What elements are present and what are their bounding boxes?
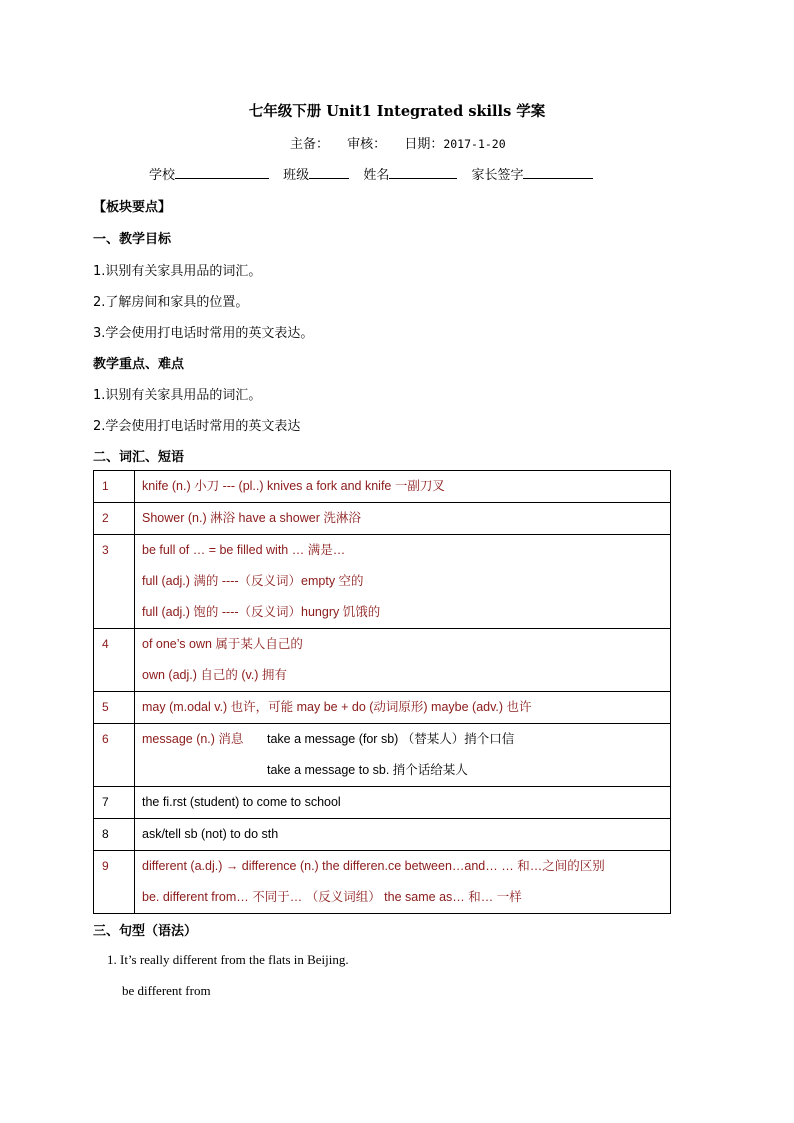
table-row	[94, 851, 671, 914]
page-title: 七年级下册 Unit1 Integrated skills 学案	[248, 103, 546, 120]
table-row	[94, 535, 671, 629]
school-blank[interactable]	[175, 164, 269, 179]
date-value: 2017-1-20	[443, 137, 506, 151]
reviewer-label: 审核：	[347, 137, 387, 152]
example-sentence: 1. It’s really different from the flats in Beijing.	[107, 952, 349, 967]
key-points-heading: 【板块要点】	[93, 200, 172, 215]
table-row	[94, 503, 671, 535]
class-label: 班级	[283, 168, 310, 183]
row-number: 4	[94, 629, 135, 692]
table-row	[94, 692, 671, 724]
row-number: 5	[94, 692, 135, 724]
row-content: be full of … = be filled with … 满是… full (adj.) 满的 ----（反义词）empty 空的 full (adj.) 饱的 ----（反义词）hungry 饥饿的	[135, 535, 671, 629]
preparer-label: 主备：	[290, 137, 330, 152]
row-content: message (n.) 消息 take a message (for sb) （替某人）捎个口信 take a message to sb. 捎个话给某人	[135, 724, 671, 787]
row-number: 1	[94, 471, 135, 503]
vocab-heading: 二、词汇、短语	[93, 450, 185, 465]
table-row	[94, 819, 671, 851]
focus-item: 2.学会使用打电话时常用的英文表达	[93, 419, 301, 434]
objectives-heading: 一、教学目标	[93, 232, 172, 247]
row-content: of one’s own 属于某人自己的 own (adj.) 自己的 (v.) 拥有	[135, 629, 671, 692]
school-label: 学校	[149, 168, 176, 183]
parent-sign-blank[interactable]	[523, 164, 593, 179]
row-content: the fi.rst (student) to come to school	[135, 787, 671, 819]
row-number: 3	[94, 535, 135, 629]
focus-heading: 教学重点、难点	[93, 357, 185, 372]
row-content: different (a.dj.) → difference (n.) the differen.ce between…and… … 和…之间的区别 be. different from… 不同于… （反义词组） the same as… 和… 一样	[135, 851, 671, 914]
row-content: may (m.odal v.) 也许，可能 may be + do (动词原形) maybe (adv.) 也许	[135, 692, 671, 724]
student-info-fields	[149, 164, 603, 183]
row-number: 2	[94, 503, 135, 535]
name-label: 姓名	[363, 168, 390, 183]
row-number: 6	[94, 724, 135, 787]
class-blank[interactable]	[309, 164, 349, 179]
table-row	[94, 724, 671, 787]
sentence-note: be different from	[122, 983, 211, 998]
objective-item: 1.识别有关家具用品的词汇。	[93, 264, 262, 279]
vocab-table	[93, 470, 671, 914]
row-content: knife (n.) 小刀 --- (pl..) knives a fork and knife 一副刀叉	[135, 471, 671, 503]
date-label: 日期：2017-1-20	[404, 137, 506, 152]
row-number: 9	[94, 851, 135, 914]
name-blank[interactable]	[389, 164, 457, 179]
row-content: ask/tell sb (not) to do sth	[135, 819, 671, 851]
table-row	[94, 629, 671, 692]
row-number: 7	[94, 787, 135, 819]
row-number: 8	[94, 819, 135, 851]
objective-item: 2.了解房间和家具的位置。	[93, 295, 249, 310]
grammar-heading: 三、句型（语法）	[93, 924, 198, 939]
objective-item: 3.学会使用打电话时常用的英文表达。	[93, 326, 314, 341]
table-row	[94, 787, 671, 819]
table-row	[94, 471, 671, 503]
row-content: Shower (n.) 淋浴 have a shower 洗淋浴	[135, 503, 671, 535]
focus-item: 1.识别有关家具用品的词汇。	[93, 388, 262, 403]
meta-line	[290, 133, 506, 152]
parent-sign-label: 家长签字	[471, 168, 524, 183]
